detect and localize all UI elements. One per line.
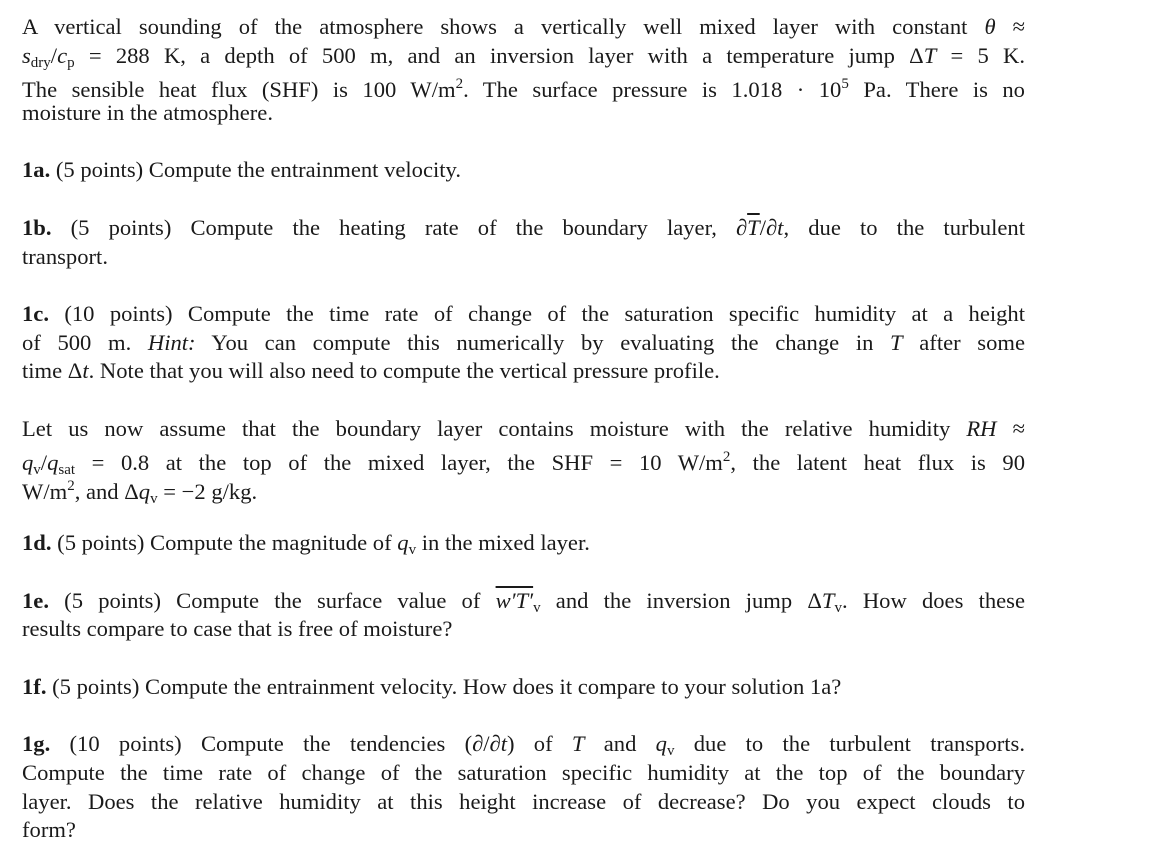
text-run: ) of [507,731,572,757]
text-run: (5 points) Compute the magnitude of [51,530,398,556]
text-run: /∂ [759,214,778,240]
subscript: dry [30,54,51,71]
text-run: time Δ [22,358,83,384]
math-symbol: t [82,358,89,384]
text-run: (5 points) Compute the entrainment velocity. [50,157,462,183]
question-label: 1d. [22,530,52,556]
text-run: layer. Does the relative humidity at this height increase of decrease? Do you expect clouds to [22,788,1025,814]
math-symbol: Hint: [147,329,196,355]
text-run: results compare to case that is free of moisture? [22,616,453,642]
superscript: 2 [722,449,731,466]
paragraph-gap [22,558,1025,587]
subscript: v [408,542,417,559]
paragraph-moist-intro [22,415,1025,507]
paragraph-gap [22,644,1025,673]
superscript: 2 [67,478,75,494]
text-line [22,243,1025,272]
math-symbol: t [777,214,784,240]
text-run: Compute the time rate of change of the saturation specific humidity at the top of the boundary [22,759,1025,785]
text-run: Pa. There is no [848,77,1025,103]
text-line [22,357,1025,386]
question-label: 1f. [22,673,47,699]
text-run: (10 points) Compute the time rate of change of the saturation specific humidity at a height [48,300,1025,326]
text-line [22,443,1025,479]
paragraph-intro [22,13,1025,128]
text-line [22,156,1025,185]
text-line [22,816,1025,845]
text-line [22,300,1025,329]
subscript: v [33,462,41,479]
problem-set [22,13,1025,845]
subscript: v [150,491,158,507]
text-run: and the inversion jump Δ [540,587,822,613]
paragraph-gap [22,128,1025,157]
subscript: p [67,54,75,71]
paragraph-q1d [22,529,1025,558]
math-symbol: T [821,587,835,613]
paragraph-gap [22,386,1025,415]
text-run: in the mixed layer. [416,530,590,556]
text-run: . Note that you will also need to compute the vertical pressure profile. [88,358,720,384]
math-symbol: q [22,450,34,476]
text-line [22,99,1025,128]
math-symbol: T [571,731,585,757]
math-symbol: q [47,450,59,476]
text-line [22,42,1025,71]
math-symbol: w′T′ [495,587,534,613]
text-run: (5 points) Compute the heating rate of the boundary layer, ∂ [51,214,748,240]
text-run: , the latent heat flux is 90 [730,450,1025,476]
question-label: 1c. [22,300,49,326]
text-run: of 500 m. [22,329,148,355]
text-run: moisture in the atmosphere. [22,100,273,126]
paragraph-gap [22,501,1025,530]
text-run: = −2 g/kg. [157,479,258,504]
subscript: sat [58,462,76,479]
paragraph-q1g [22,730,1025,845]
math-symbol: q [138,479,151,504]
math-symbol: T [923,42,937,68]
text-run: (5 points) Compute the entrainment velocity. How does it compare to your solution 1a? [46,673,842,699]
document-body [22,13,1025,845]
text-line [22,214,1025,243]
paragraph-q1a [22,156,1025,185]
question-label: 1g. [22,731,51,757]
paragraph-gap [22,271,1025,300]
math-symbol: θ [984,14,996,39]
math-symbol: T [890,329,903,355]
text-run: W/m [22,479,68,504]
text-run: You can compute this numerically by evaluating the change in [195,329,891,355]
math-symbol: q [655,731,667,757]
text-line [22,673,1025,702]
text-line [22,529,1025,558]
text-line [22,329,1025,358]
text-run: ≈ [995,14,1025,39]
subscript: v [834,599,842,616]
text-line [22,788,1025,817]
text-line [22,587,1025,616]
math-symbol: RH [966,415,997,441]
math-symbol: $\overline{T}$ [747,214,760,240]
superscript: 2 [455,76,464,93]
math-symbol: c [57,42,68,68]
paragraph-q1c [22,300,1025,386]
text-line [22,472,1025,507]
math-symbol: q [397,530,409,556]
text-run: due to the turbulent transports. [674,731,1025,757]
math-symbol: s [22,42,31,68]
text-run: (10 points) Compute the tendencies (∂/∂ [50,731,501,757]
text-run: ≈ [996,415,1025,441]
text-line [22,415,1025,444]
subscript: v [533,599,541,616]
text-run: = 5 K. [936,42,1025,68]
math-symbol: t [500,731,507,757]
text-line [22,615,1025,644]
text-line [22,70,1025,103]
text-line [22,13,1025,42]
paragraph-gap [22,702,1025,731]
paragraph-gap [22,185,1025,214]
text-line [22,730,1025,759]
text-run: / [40,450,48,476]
text-run: = 0.8 at the top of the mixed layer, the SHF = 10 W/m [75,450,723,476]
text-line [22,759,1025,788]
superscript: 5 [841,76,849,93]
text-run: / [50,42,58,68]
text-run: Let us now assume that the boundary layer contains moisture with the relative humidity [22,415,967,441]
text-run: after some [902,329,1025,355]
paragraph-q1e [22,587,1025,644]
text-run: , due to the turbulent [783,214,1025,240]
paragraph-q1b [22,214,1025,271]
text-run: transport. [22,243,108,269]
text-run: . How does these [841,587,1025,613]
subscript: v [666,743,675,760]
text-run: , and Δ [74,479,139,504]
text-run: A vertical sounding of the atmosphere shows a vertically well mixed layer with constant [22,14,985,39]
text-run: (5 points) Compute the surface value of [48,587,496,613]
question-label: 1b. [22,214,52,240]
paragraph-q1f [22,673,1025,702]
text-run: . The surface pressure is 1.018 · 10 [463,77,842,103]
text-run: The sensible heat flux (SHF) is 100 W/m [22,77,456,103]
question-label: 1a. [22,157,51,183]
text-run: = 288 K, a depth of 500 m, and an inversion layer with a temperature jump Δ [74,42,924,68]
text-run: form? [22,817,76,843]
text-run: and [584,731,656,757]
question-label: 1e. [22,587,49,613]
